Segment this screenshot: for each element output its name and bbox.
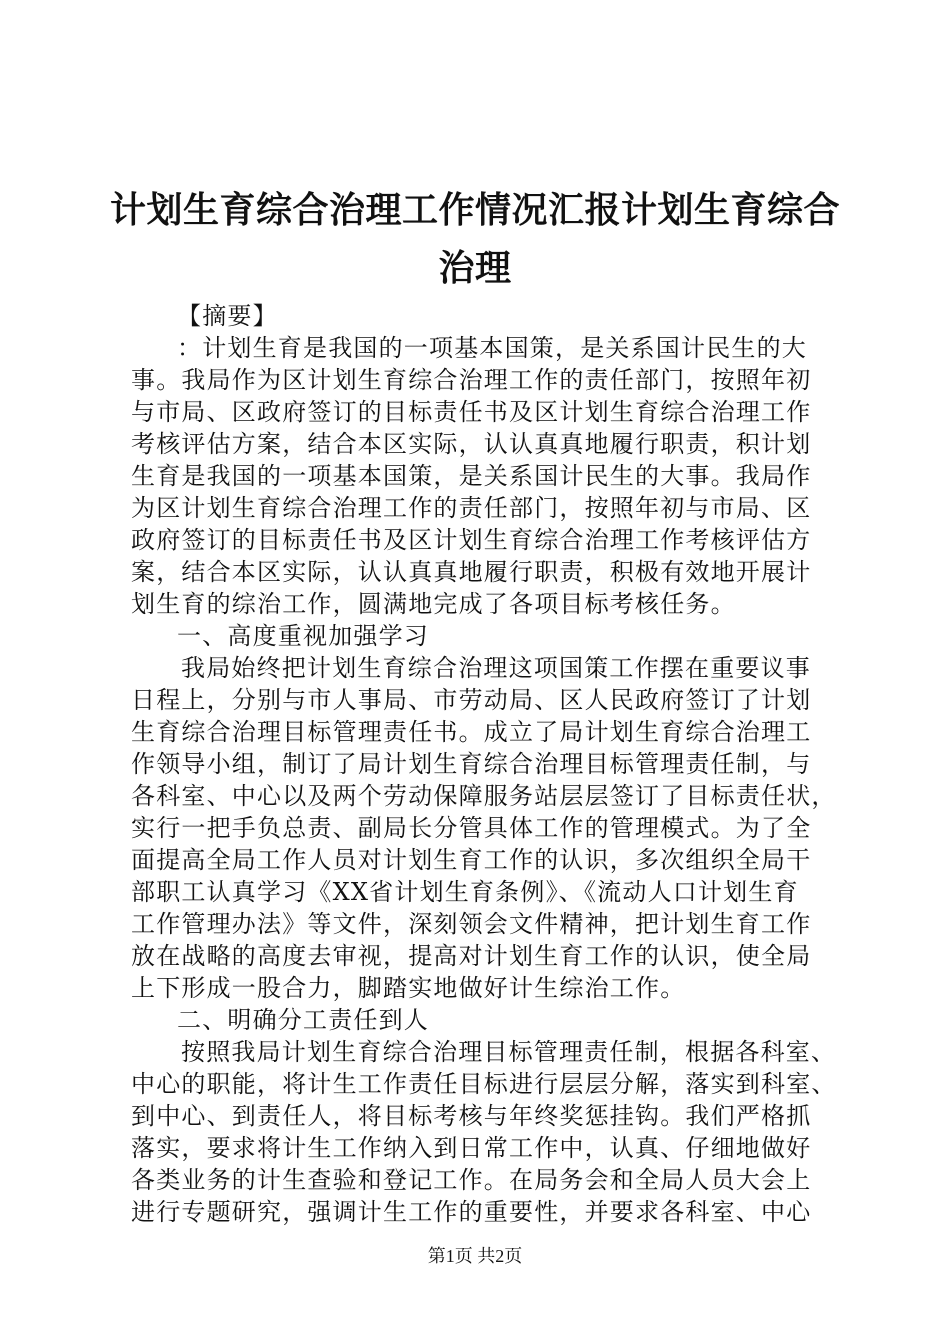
paragraph-line: 各科室、中心以及两个劳动保障服务站层层签订了目标责任状，: [131, 782, 837, 810]
section-heading: 二、明确分工责任到人: [177, 1006, 429, 1034]
abstract-heading: 【摘要】: [177, 302, 278, 330]
paragraph-line: 落实，要求将计生工作纳入到日常工作中，认真、仔细地做好: [131, 1134, 812, 1162]
paragraph-line: 上下形成一股合力，脚踏实地做好计生综治工作。: [131, 974, 686, 1002]
document-body: [131, 300, 837, 1228]
paragraph-line: 实行一把手负总责、副局长分管具体工作的管理模式。为了全: [131, 814, 812, 842]
paragraph-line: 部职工认真学习《XX省计划生育条例》、《流动人口计划生育: [131, 878, 799, 906]
paragraph-line: 到中心、到责任人，将目标考核与年终奖惩挂钩。我们严格抓: [131, 1102, 812, 1130]
paragraph-line: 为区计划生育综合治理工作的责任部门，按照年初与市局、区: [131, 494, 812, 522]
paragraph-line: 考核评估方案，结合本区实际，认认真真地履行职责，积计划: [131, 430, 812, 458]
paragraph-line: 生育是我国的一项基本国策，是关系国计民生的大事。我局作: [131, 462, 812, 490]
paragraph-line: 放在战略的高度去审视，提高对计划生育工作的认识，使全局: [131, 942, 812, 970]
title-line-1: 计划生育综合治理工作情况汇报计划生育综合: [110, 190, 841, 231]
paragraph-line: ：计划生育是我国的一项基本国策，是关系国计民生的大: [177, 334, 807, 362]
paragraph-line: 日程上，分别与市人事局、市劳动局、区人民政府签订了计划: [131, 686, 812, 714]
paragraph-line: 生育综合治理目标管理责任书。成立了局计划生育综合治理工: [131, 718, 812, 746]
paragraph-line: 进行专题研究，强调计生工作的重要性，并要求各科室、中心: [131, 1198, 812, 1226]
paragraph-line: 各类业务的计生查验和登记工作。在局务会和全局人员大会上: [131, 1166, 812, 1194]
paragraph-line: 我局始终把计划生育综合治理这项国策工作摆在重要议事: [181, 654, 811, 682]
paragraph-line: 事。我局作为区计划生育综合治理工作的责任部门，按照年初: [131, 366, 812, 394]
paragraph-line: 中心的职能，将计生工作责任目标进行层层分解，落实到科室、: [131, 1070, 837, 1098]
paragraph-line: 划生育的综治工作，圆满地完成了各项目标考核任务。: [131, 590, 736, 618]
paragraph-line: 作领导小组，制订了局计划生育综合治理目标管理责任制，与: [131, 750, 812, 778]
section-heading: 一、高度重视加强学习: [177, 622, 429, 650]
page-footer: 第1页 共2页: [427, 1246, 523, 1266]
document-title: [110, 182, 840, 298]
paragraph-line: 面提高全局工作人员对计划生育工作的认识，多次组织全局干: [131, 846, 812, 874]
title-line-2: 治理: [438, 248, 512, 289]
paragraph-line: 案，结合本区实际，认认真真地履行职责，积极有效地开展计: [131, 558, 812, 586]
paragraph-line: 按照我局计划生育综合治理目标管理责任制，根据各科室、: [181, 1038, 837, 1066]
paragraph-line: 与市局、区政府签订的目标责任书及区计划生育综合治理工作: [131, 398, 812, 426]
paragraph-line: 工作管理办法》等文件，深刻领会文件精神，把计划生育工作: [131, 910, 812, 938]
paragraph-line: 政府签订的目标责任书及区计划生育综合治理工作考核评估方: [131, 526, 812, 554]
